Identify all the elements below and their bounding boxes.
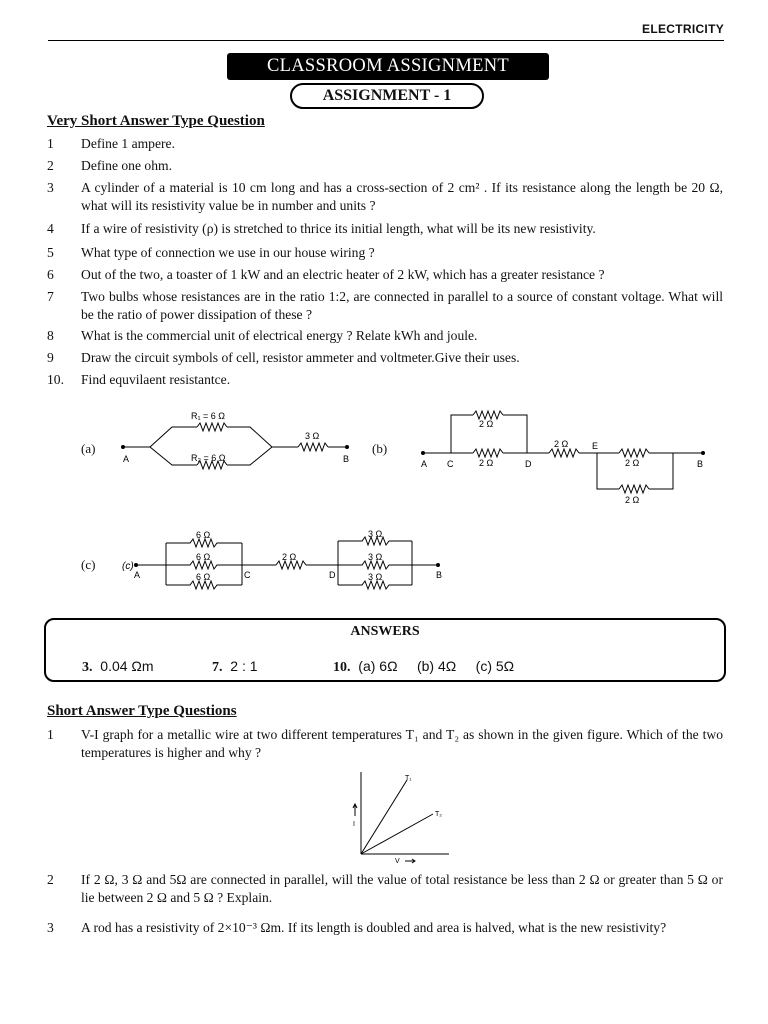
node-b: B (436, 570, 443, 580)
question-number: 6 (47, 267, 54, 282)
header-rule (48, 40, 724, 41)
answer-number: 3. (82, 660, 93, 675)
circuit-diagram-a (115, 405, 360, 475)
label-middle-resistor: 2 Ω (282, 552, 297, 562)
assignment-badge: ASSIGNMENT - 1 (290, 83, 484, 109)
page-title: CLASSROOM ASSIGNMENT (227, 53, 549, 80)
node-d: D (329, 570, 336, 580)
label-r3: 3 Ω (305, 431, 320, 441)
node-b: B (697, 459, 704, 469)
question-text: Find equvilaent resistantce. (81, 372, 231, 387)
question-6 (47, 266, 723, 284)
question-9 (47, 349, 723, 367)
label-right-resistor-1: 3 Ω (368, 529, 383, 539)
question-number: 1 (47, 727, 54, 742)
label-mid-resistor: 2 Ω (479, 458, 494, 468)
question-2 (47, 157, 723, 175)
answer-value: 2 : 1 (230, 658, 258, 674)
node-c: C (447, 459, 454, 469)
node-a: A (421, 459, 428, 469)
short-question-1 (47, 726, 723, 762)
answer-7 (212, 658, 258, 676)
answers-box (44, 618, 726, 682)
question-7 (47, 288, 723, 324)
question-number: 9 (47, 350, 54, 365)
question-number: 2 (47, 872, 54, 887)
question-text: If a wire of resistivity (ρ) is stretched to thrice its initial length, what will be its new resistivity. (81, 221, 596, 236)
answer-value: (a) 6Ω (b) 4Ω (c) 5Ω (358, 658, 515, 674)
question-10 (47, 371, 723, 389)
figure-b-caption: (b) (372, 441, 388, 456)
label-right-resistor-2: 3 Ω (368, 552, 383, 562)
graph-x-axis-label: V (395, 858, 400, 864)
section-heading-very-short: Very Short Answer Type Question (47, 113, 265, 129)
question-text: If 2 Ω, 3 Ω and 5Ω are connected in parallel, will the value of total resistance be less than 2 Ω or greater than 5 Ω or lie between 2 Ω and 5 Ω ? Explain. (81, 872, 723, 905)
question-number: 7 (47, 289, 54, 304)
vi-graph (345, 768, 455, 864)
question-text: Draw the circuit symbols of cell, resistor ammeter and voltmeter.Give their uses. (81, 350, 520, 365)
circuit-diagram-b (415, 405, 715, 507)
circuit-diagram-c (118, 527, 458, 592)
question-number: 5 (47, 245, 54, 260)
label-left-resistor-1: 6 Ω (196, 530, 211, 540)
subject-header: ELECTRICITY (642, 22, 724, 36)
question-text: Two bulbs whose resistances are in the ratio 1:2, are connected in parallel to a source of constant voltage. What will be the ratio of power dissipation of these ? (81, 289, 723, 322)
question-1 (47, 135, 723, 153)
question-number: 8 (47, 328, 54, 343)
question-5 (47, 244, 723, 262)
question-number: 3 (47, 920, 54, 935)
question-text: Out of the two, a toaster of 1 kW and an electric heater of 2 kW, which has a greater resistance ? (81, 267, 605, 282)
short-question-2 (47, 871, 723, 907)
graph-label-t2: T₂ (435, 811, 442, 818)
graph-label-t1: T₁ (405, 775, 412, 782)
graph-y-axis-label: I (353, 821, 355, 828)
question-text: A rod has a resistivity of 2×10⁻³ Ωm. If its length is doubled and area is halved, what is the new resistivity? (81, 920, 667, 935)
label-left-resistor-2: 6 Ω (196, 552, 211, 562)
label-r1: R₁ = 6 Ω (191, 411, 226, 421)
label-left-resistor-3: 6 Ω (196, 572, 211, 582)
question-4 (47, 220, 723, 238)
answer-3 (82, 658, 154, 676)
answer-value: 0.04 Ωm (100, 658, 154, 674)
question-text: What type of connection we use in our house wiring ? (81, 245, 375, 260)
question-text: A cylinder of a material is 10 cm long and has a cross-section of 2 cm² . If its resistance along the length be 20 Ω, what will its resistivity value be in number and units ? (81, 180, 723, 213)
node-b: B (343, 454, 350, 464)
node-e: E (592, 441, 599, 451)
section-heading-short: Short Answer Type Questions (47, 703, 237, 719)
label-top-resistor: 2 Ω (479, 419, 494, 429)
question-text: Define one ohm. (81, 158, 172, 173)
label-right-resistor-3: 3 Ω (368, 572, 383, 582)
node-a: A (134, 570, 141, 580)
question-number: 4 (47, 221, 54, 236)
question-number: 1 (47, 136, 54, 151)
node-d: D (525, 459, 532, 469)
question-number: 10. (47, 372, 64, 387)
question-text: What is the commercial unit of electrical energy ? Relate kWh and joule. (81, 328, 478, 343)
label-right-top-resistor: 2 Ω (625, 458, 640, 468)
question-number: 3 (47, 180, 54, 195)
label-r2: R₂ = 6 Ω (191, 453, 226, 463)
question-text: V-I graph for a metallic wire at two different temperatures T₁ and T₂ as shown in the given figure. Which of the two temperatures is higher and why ? (81, 727, 723, 760)
node-c: C (244, 570, 251, 580)
figure-c-inner-label: (c) (122, 561, 134, 572)
answer-number: 7. (212, 660, 223, 675)
label-series-resistor: 2 Ω (554, 439, 569, 449)
answer-10 (333, 658, 514, 676)
label-right-bottom-resistor: 2 Ω (625, 495, 640, 505)
answers-title: ANSWERS (350, 624, 420, 639)
question-8 (47, 327, 723, 345)
figure-a-caption: (a) (81, 441, 96, 456)
node-a: A (123, 454, 130, 464)
figure-c-caption: (c) (81, 557, 96, 572)
question-text: Define 1 ampere. (81, 136, 175, 151)
answer-number: 10. (333, 660, 351, 675)
question-number: 2 (47, 158, 54, 173)
question-3 (47, 179, 723, 215)
short-question-3 (47, 919, 723, 937)
